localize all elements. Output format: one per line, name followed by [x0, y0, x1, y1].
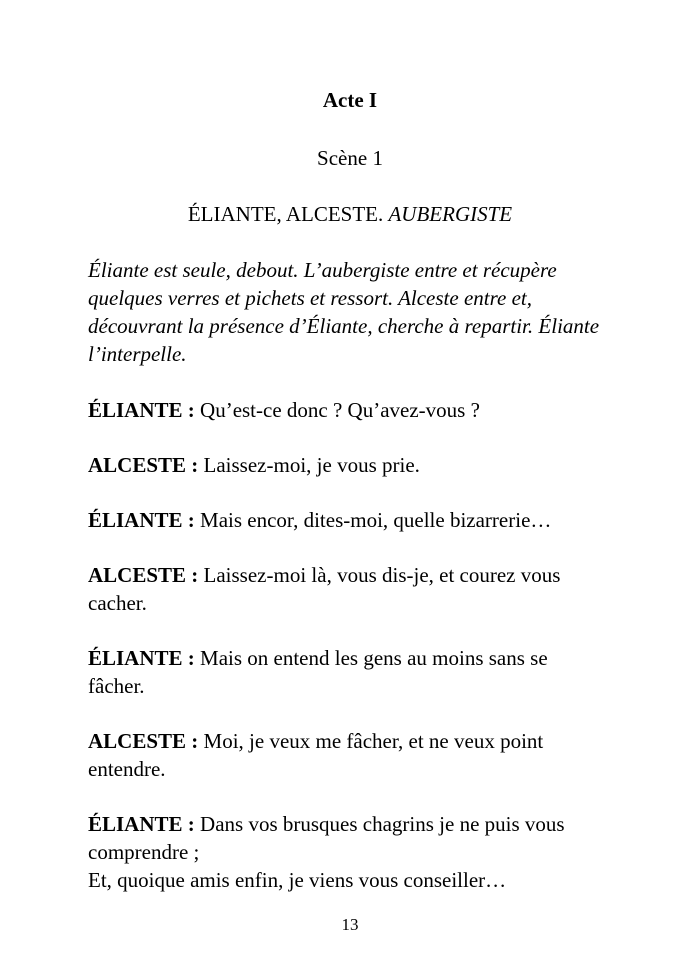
speech-text: Qu’est-ce donc ? Qu’avez-vous ? [200, 398, 480, 422]
stage-direction: Éliante est seule, debout. L’aubergiste entre et récupère quelques verres et pichets et ressort. Alceste entre et, découvrant la présence d’Éliante, cherche à repartir. Éliante l’interpelle. [88, 258, 600, 366]
character-list-extra: AUBERGISTE [388, 202, 513, 226]
dialogue-line [88, 644, 608, 700]
speech-text: Dans vos brusques chagrins je ne puis vous comprendre ; [88, 812, 565, 864]
speaker-name: ALCESTE : [88, 563, 199, 587]
speech-text-continued: Et, quoique amis enfin, je viens vous conseiller… [88, 868, 507, 892]
speech-text: Moi, je veux me fâcher, et ne veux point entendre. [88, 729, 544, 781]
character-list-main: ÉLIANTE, ALCESTE. [187, 202, 384, 226]
play-text [88, 256, 608, 921]
dialogue-line [88, 506, 608, 534]
speech-text: Mais encor, dites-moi, quelle bizarrerie… [200, 508, 552, 532]
dialogue-line [88, 810, 608, 894]
speaker-name: ALCESTE : [88, 453, 199, 477]
speech-text: Laissez-moi, je vous prie. [203, 453, 420, 477]
character-list [0, 202, 700, 227]
act-title: Acte I [322, 88, 378, 112]
speaker-name: ÉLIANTE : [88, 398, 195, 422]
speaker-name: ÉLIANTE : [88, 508, 195, 532]
speaker-name: ÉLIANTE : [88, 812, 195, 836]
speaker-name: ALCESTE : [88, 729, 199, 753]
speaker-name: ÉLIANTE : [88, 646, 195, 670]
speech-text: Mais on entend les gens au moins sans se fâcher. [88, 646, 548, 698]
scene-title: Scène 1 [317, 146, 383, 170]
dialogue-line [88, 561, 608, 617]
dialogue-line [88, 396, 608, 424]
page-number: 13 [341, 915, 359, 934]
speech-text: Laissez-moi là, vous dis-je, et courez vous cacher. [88, 563, 561, 615]
dialogue-line [88, 727, 608, 783]
dialogue-line [88, 451, 608, 479]
